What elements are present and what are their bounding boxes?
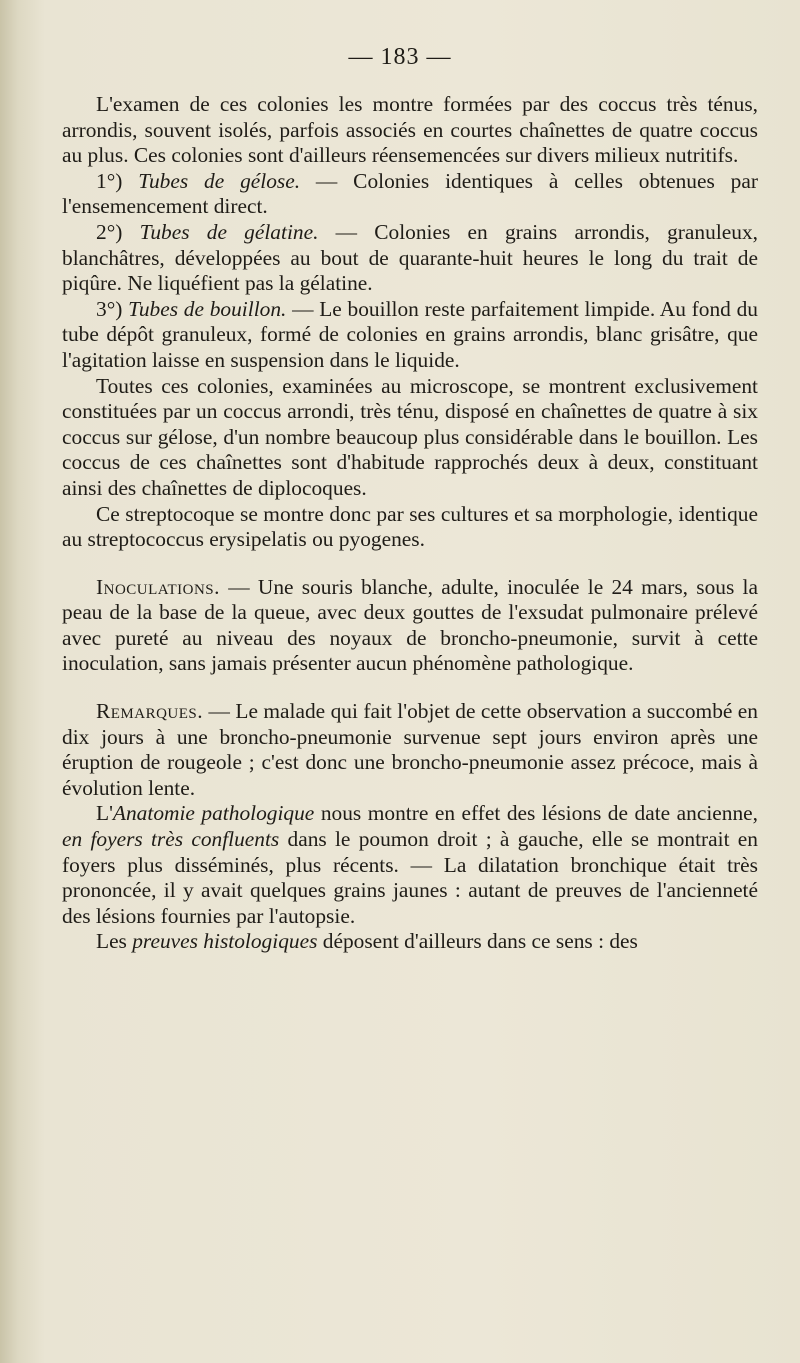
paragraph: [62, 502, 758, 553]
emphasis-text: Tubes de gélatine.: [139, 219, 319, 244]
paragraph-text: — Une souris blanche, adulte, inoculée le 24 mars, sous la peau de la base de la queue, avec deux gouttes de l'exsudat pulmonaire prélevé avec pureté au niveau des noyaux de broncho-pneumonie, survit à cette inoculation, sans jamais présenter aucun phénomène pathologique.: [62, 574, 758, 676]
emphasis-text: Remarques.: [96, 699, 204, 724]
paragraph: [62, 220, 758, 297]
emphasis-text: Tubes de bouillon.: [128, 296, 287, 321]
paragraph: [62, 929, 758, 955]
emphasis-text: Anatomie pathologique: [112, 801, 315, 826]
page-number: — 183 —: [348, 44, 452, 70]
paragraph: [62, 169, 758, 220]
paragraph-text: Toutes ces colonies, examinées au microscope, se montrent exclusivement constituées par un coccus arrondi, très ténu, disposé en chaînettes de quatre à six coccus sur gélose, d'un nombre beaucoup plus considérable dans le bouillon. Les coccus de ces chaînettes sont d'habitude rapprochés deux à deux, constituant ainsi des chaînettes de diplocoques.: [62, 373, 758, 500]
paragraph-text: nous montre en effet des lésions de date ancienne,: [314, 801, 759, 826]
paragraph-text: dans le poumon droit ; à gauche, elle se montrait en foyers plus disséminés, plus récents. — La dilatation bronchique était très prononcée, il y avait quelques grains jaunes : autant de preuves de l'ancienneté des lésions fournies par l'autopsie.: [62, 827, 758, 928]
paragraph-text: — Le malade qui fait l'objet de cette observation a succombé en dix jours à une broncho-pneumonie survenue sept jours environ après une éruption de rougeole ; c'est donc une broncho-pneumonie assez précoce, mais à évolution lente.: [62, 699, 758, 800]
paragraph-text: Ce streptocoque se montre donc par ses cultures et sa morphologie, identique au streptococcus erysipelatis ou pyogenes.: [62, 501, 758, 552]
paragraph-text: 1°): [96, 168, 139, 193]
emphasis-text: en foyers très confluents: [62, 827, 280, 852]
paragraph-text: — Colonies identiques à celles obtenues par l'ensemencement direct.: [62, 168, 758, 219]
paragraph-text: — Le bouillon reste parfaitement limpide. Au fond du tube dépôt granuleux, formé de colonies en grains arrondis, blanc grisâtre, que l'agitation laisse en suspension dans le liquide.: [62, 296, 758, 372]
emphasis-text: Tubes de gélose.: [138, 168, 301, 193]
body-text: [62, 92, 758, 955]
paragraph: [62, 297, 758, 374]
paragraph-text: L': [96, 801, 113, 826]
paragraph: [62, 699, 758, 801]
paragraph-text: Les: [96, 929, 133, 954]
paragraph: [62, 575, 758, 677]
paragraph-text: déposent d'ailleurs dans ce sens : des: [317, 929, 638, 954]
paragraph: [62, 801, 758, 929]
emphasis-text: preuves histologiques: [132, 929, 318, 954]
emphasis-text: Inoculations.: [96, 574, 220, 599]
paragraph-text: 3°): [96, 296, 129, 321]
paragraph-text: L'examen de ces colonies les montre formées par des coccus très ténus, arrondis, souvent isolés, parfois associés en courtes chaînettes de quatre coccus au plus. Ces colonies sont d'ailleurs réensemencées sur divers milieux nutritifs.: [62, 92, 758, 168]
paragraph-text: 2°): [96, 219, 140, 244]
paragraph: [62, 374, 758, 502]
paragraph-text: — Colonies en grains arrondis, granuleux, blanchâtres, développées au bout de quarante-huit heures le long du trait de piqûre. Ne liquéfient pas la gélatine.: [62, 219, 758, 296]
paragraph: [62, 92, 758, 169]
